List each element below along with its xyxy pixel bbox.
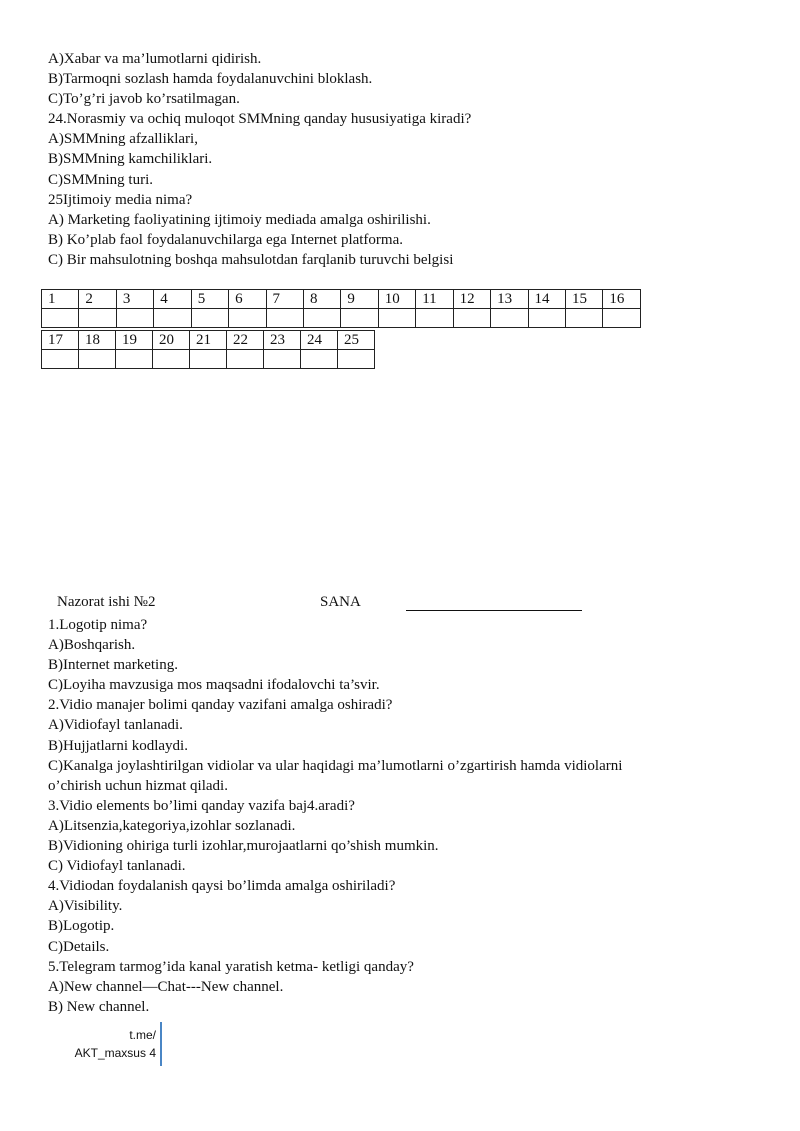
text-line: A)Boshqarish. bbox=[48, 637, 136, 654]
grid-number-cell: 22 bbox=[227, 331, 264, 350]
answer-cell[interactable] bbox=[42, 350, 79, 369]
answer-cell[interactable] bbox=[227, 350, 264, 369]
answer-cell[interactable] bbox=[116, 350, 153, 369]
grid-number-cell: 2 bbox=[79, 290, 116, 309]
answer-cell[interactable] bbox=[603, 309, 641, 328]
answer-cell[interactable] bbox=[42, 309, 79, 328]
grid-number-cell: 15 bbox=[565, 290, 602, 309]
text-line: C) Bir mahsulotning boshqa mahsulotdan farqlanib turuvchi belgisi bbox=[48, 251, 454, 268]
grid-number-cell: 14 bbox=[528, 290, 565, 309]
text-line: C)Details. bbox=[48, 938, 110, 955]
grid-number-cell: 21 bbox=[190, 331, 227, 350]
test-header bbox=[57, 594, 617, 614]
grid-number-row bbox=[42, 290, 641, 309]
text-line: C) Vidiofayl tanlanadi. bbox=[48, 858, 186, 875]
text-line: A)SMMning afzalliklari, bbox=[48, 131, 198, 148]
text-line: A)Xabar va ma’lumotlarni qidirish. bbox=[48, 51, 262, 67]
grid-number-cell: 17 bbox=[42, 331, 79, 350]
text-line: o’chirish uchun hizmat qiladi. bbox=[48, 777, 228, 794]
question-3: 3.Vidio elements bo’limi qanday vazifa baj4.aradi? bbox=[48, 797, 355, 814]
text-line: A) Marketing faoliyatining ijtimoiy mediada amalga oshirilishi. bbox=[48, 211, 431, 228]
question-5: 5.Telegram tarmog’ida kanal yaratish ketma- ketligi qanday? bbox=[48, 958, 414, 975]
text-line: B)SMMning kamchiliklari. bbox=[48, 151, 213, 168]
answer-cell[interactable] bbox=[153, 350, 190, 369]
answer-cell[interactable] bbox=[229, 309, 266, 328]
grid-number-cell: 20 bbox=[153, 331, 190, 350]
grid-number-cell: 5 bbox=[191, 290, 228, 309]
question-25: 25Ijtimoiy media nima? bbox=[48, 191, 193, 208]
answer-cell[interactable] bbox=[416, 309, 453, 328]
text-line: B)Vidioning ohiriga turli izohlar,murojaatlarni qo’shish mumkin. bbox=[48, 838, 439, 855]
grid-number-cell: 19 bbox=[116, 331, 153, 350]
question-24: 24.Norasmiy va ochiq muloqot SMMning qanday hususiyatiga kiradi? bbox=[48, 111, 472, 128]
date-field[interactable] bbox=[406, 594, 582, 611]
channel-name-line: AKT_maxsus 4 bbox=[74, 1046, 156, 1060]
text-line: A)Visibility. bbox=[48, 898, 123, 915]
text-line: B) Ko’plab faol foydalanuvchilarga ega Internet platforma. bbox=[48, 231, 403, 248]
text-line: A)New channel—Chat---New channel. bbox=[48, 978, 284, 995]
grid-number-cell: 25 bbox=[338, 331, 375, 350]
bottom-question-block bbox=[48, 615, 748, 1017]
text-line: C)Loyiha mavzusiga mos maqsadni ifodalovchi ta’svir. bbox=[48, 677, 380, 694]
answer-cell[interactable] bbox=[341, 309, 378, 328]
answer-cell[interactable] bbox=[565, 309, 602, 328]
answer-cell[interactable] bbox=[191, 309, 228, 328]
answer-cell[interactable] bbox=[266, 309, 303, 328]
grid-number-cell: 12 bbox=[453, 290, 490, 309]
answer-grid-2 bbox=[41, 330, 375, 369]
text-line: A)Vidiofayl tanlanadi. bbox=[48, 717, 183, 734]
text-line: B)Logotip. bbox=[48, 918, 115, 935]
grid-number-cell: 23 bbox=[264, 331, 301, 350]
text-line: B)Hujjatlarni kodlaydi. bbox=[48, 737, 188, 754]
grid-answer-row bbox=[42, 309, 641, 328]
grid-number-cell: 1 bbox=[42, 290, 79, 309]
grid-number-cell: 8 bbox=[303, 290, 340, 309]
text-line: B) New channel. bbox=[48, 998, 150, 1015]
grid-number-cell: 13 bbox=[491, 290, 528, 309]
answer-cell[interactable] bbox=[528, 309, 565, 328]
date-label: SANA bbox=[320, 594, 361, 610]
grid-number-row bbox=[42, 331, 375, 350]
question-1: 1.Logotip nima? bbox=[48, 617, 148, 633]
accent-bar bbox=[160, 1022, 162, 1066]
channel-link-note[interactable] bbox=[62, 1026, 156, 1062]
grid-number-cell: 9 bbox=[341, 290, 378, 309]
answer-cell[interactable] bbox=[79, 350, 116, 369]
answer-cell[interactable] bbox=[116, 309, 153, 328]
channel-link-line: t.me/ bbox=[129, 1028, 156, 1042]
test-title: Nazorat ishi №2 bbox=[57, 594, 156, 610]
answer-cell[interactable] bbox=[453, 309, 490, 328]
grid-number-cell: 18 bbox=[79, 331, 116, 350]
grid-answer-row bbox=[42, 350, 375, 369]
grid-number-cell: 10 bbox=[378, 290, 415, 309]
answer-cell[interactable] bbox=[154, 309, 191, 328]
answer-cell[interactable] bbox=[264, 350, 301, 369]
question-2: 2.Vidio manajer bolimi qanday vazifani amalga oshiradi? bbox=[48, 697, 393, 714]
answer-cell[interactable] bbox=[378, 309, 415, 328]
answer-cell[interactable] bbox=[79, 309, 116, 328]
grid-number-cell: 16 bbox=[603, 290, 641, 309]
answer-cell[interactable] bbox=[491, 309, 528, 328]
text-line: C)To’g’ri javob ko’rsatilmagan. bbox=[48, 91, 240, 108]
grid-number-cell: 6 bbox=[229, 290, 266, 309]
answer-grid-1 bbox=[41, 289, 641, 328]
answer-cell[interactable] bbox=[190, 350, 227, 369]
answer-cell[interactable] bbox=[303, 309, 340, 328]
grid-number-cell: 7 bbox=[266, 290, 303, 309]
text-line: C)Kanalga joylashtirilgan vidiolar va ular haqidagi ma’lumotlarni o’zgartirish hamda vidiolarni bbox=[48, 757, 623, 774]
grid-number-cell: 3 bbox=[116, 290, 153, 309]
grid-number-cell: 4 bbox=[154, 290, 191, 309]
answer-cell[interactable] bbox=[338, 350, 375, 369]
text-line: A)Litsenzia,kategoriya,izohlar sozlanadi. bbox=[48, 817, 296, 834]
question-4: 4.Vidiodan foydalanish qaysi bo’limda amalga oshiriladi? bbox=[48, 878, 396, 895]
answer-cell[interactable] bbox=[301, 350, 338, 369]
top-question-block bbox=[48, 49, 748, 270]
text-line: B)Internet marketing. bbox=[48, 657, 178, 674]
grid-number-cell: 24 bbox=[301, 331, 338, 350]
grid-number-cell: 11 bbox=[416, 290, 453, 309]
text-line: C)SMMning turi. bbox=[48, 171, 154, 188]
text-line: B)Tarmoqni sozlash hamda foydalanuvchini bloklash. bbox=[48, 71, 373, 88]
